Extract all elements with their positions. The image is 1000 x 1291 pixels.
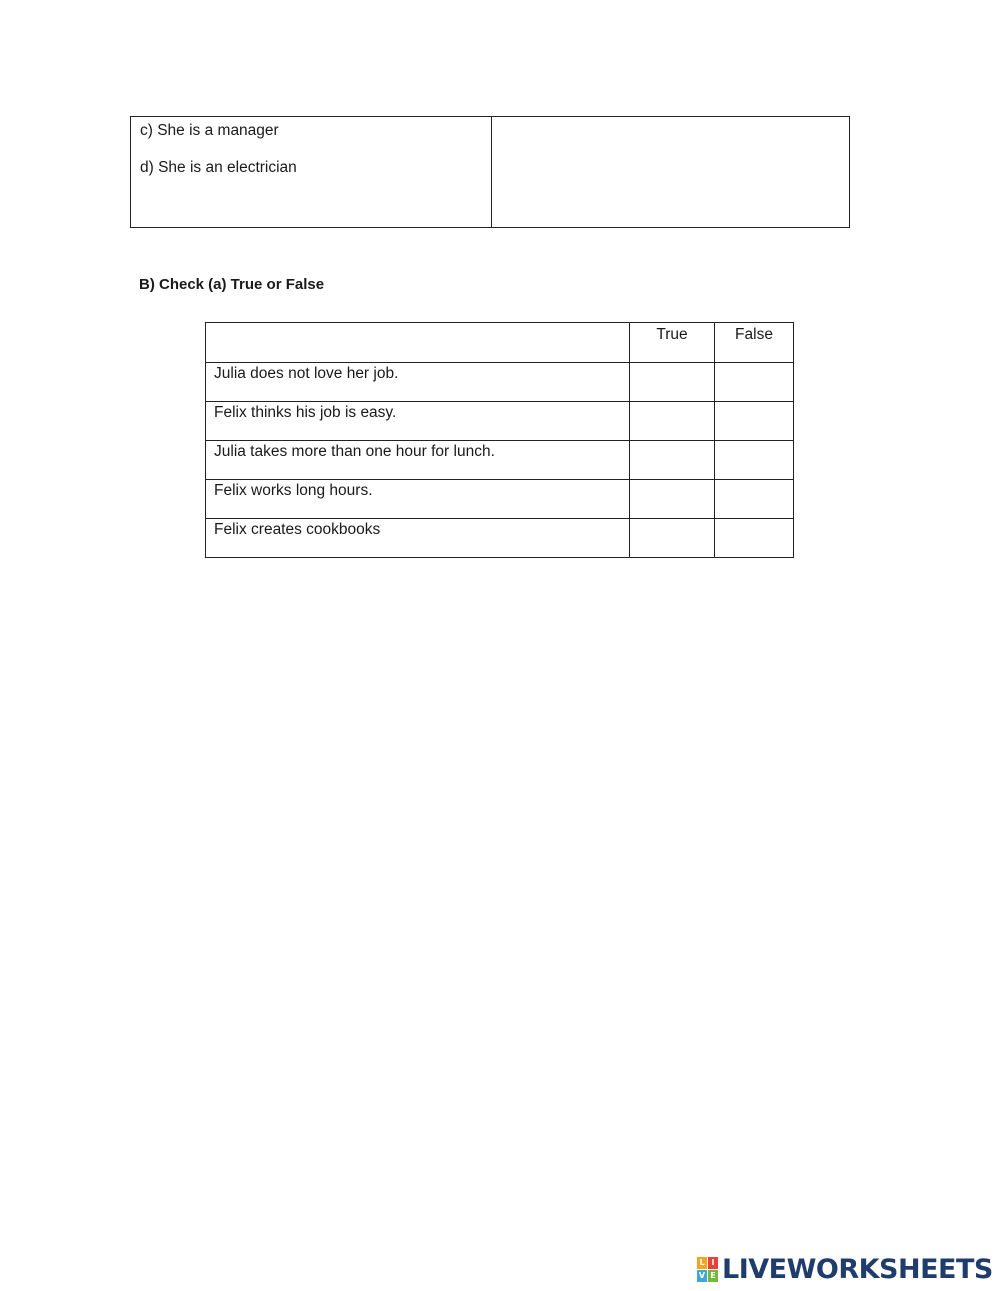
option-c: c) She is a manager xyxy=(140,122,279,139)
true-checkbox-cell[interactable] xyxy=(630,363,715,402)
answer-cell[interactable] xyxy=(492,117,850,228)
table-row xyxy=(206,519,794,558)
logo-text: LIVEWORKSHEETS xyxy=(722,1254,993,1285)
true-checkbox-cell[interactable] xyxy=(630,402,715,441)
true-column-header: True xyxy=(630,323,715,363)
options-cell xyxy=(131,117,492,228)
statement-text: Julia does not love her job. xyxy=(206,363,630,402)
statement-text: Felix creates cookbooks xyxy=(206,519,630,558)
true-checkbox-cell[interactable] xyxy=(630,480,715,519)
liveworksheets-logo xyxy=(697,1255,993,1285)
table-header-row xyxy=(206,323,794,363)
live-logo-icon xyxy=(697,1257,719,1283)
statement-text: Felix thinks his job is easy. xyxy=(206,402,630,441)
logo-tile-l: L xyxy=(697,1257,707,1269)
true-checkbox-cell[interactable] xyxy=(630,441,715,480)
statement-text: Felix works long hours. xyxy=(206,480,630,519)
table-row xyxy=(206,441,794,480)
option-d: d) She is an electrician xyxy=(140,159,297,176)
false-column-header: False xyxy=(715,323,794,363)
logo-tile-e: E xyxy=(708,1270,718,1282)
logo-tile-v: V xyxy=(698,1271,706,1280)
false-checkbox-cell[interactable] xyxy=(715,402,794,441)
statement-text: Julia takes more than one hour for lunch. xyxy=(206,441,630,480)
false-checkbox-cell[interactable] xyxy=(715,441,794,480)
section-b-heading: B) Check (a) True or False xyxy=(139,276,325,293)
false-checkbox-cell[interactable] xyxy=(715,363,794,402)
table-row xyxy=(206,480,794,519)
table-row xyxy=(206,363,794,402)
false-checkbox-cell[interactable] xyxy=(715,480,794,519)
answer-options-table xyxy=(130,116,850,228)
table-row xyxy=(206,402,794,441)
logo-tile-i: I xyxy=(708,1257,718,1269)
statement-column-header xyxy=(206,323,630,363)
true-checkbox-cell[interactable] xyxy=(630,519,715,558)
false-checkbox-cell[interactable] xyxy=(715,519,794,558)
true-false-table xyxy=(205,322,794,558)
